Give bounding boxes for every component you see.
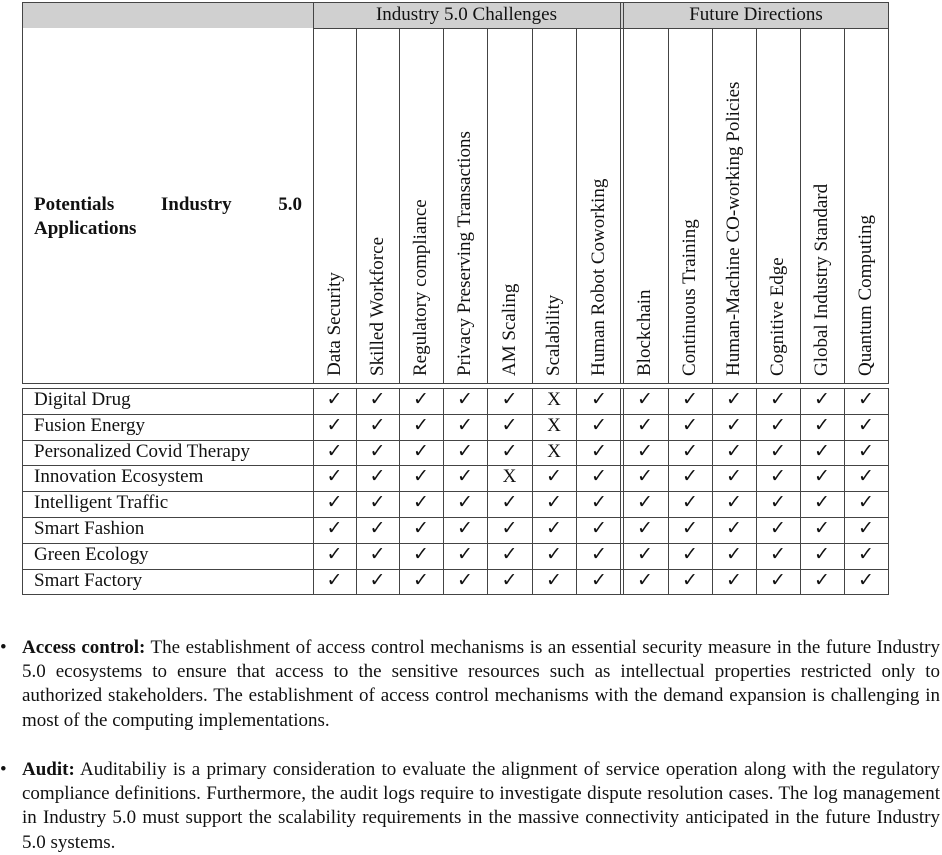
check-mark-icon: ✓: [814, 466, 830, 488]
check-mark-icon: ✓: [726, 492, 742, 514]
column-header: Data Security: [323, 272, 345, 376]
table-rule: [443, 28, 444, 384]
check-mark-icon: ✓: [858, 569, 874, 591]
row-label: Intelligent Traffic: [34, 492, 169, 514]
check-mark-icon: ✓: [369, 569, 386, 591]
check-mark-icon: ✓: [637, 466, 653, 488]
check-mark-icon: ✓: [413, 543, 429, 565]
table-rule: [532, 28, 533, 384]
check-mark-icon: ✓: [858, 492, 874, 514]
check-mark-icon: ✓: [770, 569, 786, 591]
table-rule: [620, 388, 621, 595]
table-rule: [22, 517, 888, 518]
check-mark-icon: ✓: [326, 543, 343, 565]
check-mark-icon: ✓: [682, 389, 698, 410]
check-mark-icon: ✓: [326, 389, 343, 410]
check-mark-icon: ✓: [682, 569, 698, 591]
check-mark-icon: ✓: [814, 569, 830, 591]
row-label: Smart Fashion: [34, 518, 145, 539]
check-mark-icon: ✓: [682, 518, 698, 539]
table-rule: [22, 569, 888, 570]
check-mark-icon: ✓: [546, 492, 562, 514]
check-mark-icon: ✓: [858, 440, 874, 462]
check-mark-icon: ✓: [637, 389, 653, 410]
table-rule: [313, 388, 314, 595]
check-mark-icon: ✓: [591, 569, 607, 591]
table-rule: [756, 388, 757, 595]
table-rule: [844, 388, 845, 595]
column-header: Continuous Training: [679, 219, 700, 376]
check-mark-icon: ✓: [369, 543, 386, 565]
table-rule: [22, 2, 23, 384]
table-rule: [487, 388, 488, 595]
corner-title-line: Applications: [34, 218, 137, 239]
column-header: Regulatory compliance: [410, 199, 431, 376]
corner-title: [34, 193, 302, 241]
check-mark-icon: ✓: [637, 440, 653, 462]
check-mark-icon: ✓: [814, 414, 830, 436]
check-mark-icon: ✓: [326, 466, 343, 488]
check-mark-icon: ✓: [369, 466, 386, 488]
bullet-dot: •: [0, 637, 7, 658]
check-mark-icon: ✓: [369, 414, 386, 436]
check-mark-icon: ✓: [726, 389, 742, 410]
check-mark-icon: ✓: [546, 543, 562, 565]
check-mark-icon: ✓: [501, 414, 518, 436]
check-mark-icon: ✓: [591, 492, 607, 514]
check-mark-icon: ✓: [682, 414, 698, 436]
check-mark-icon: ✓: [457, 543, 473, 565]
check-mark-icon: ✓: [637, 569, 653, 591]
check-mark-icon: ✓: [726, 466, 742, 488]
table-rule: [22, 543, 888, 544]
column-header: Human-Machine CO-working Policies: [723, 81, 744, 376]
bullet-term: Access control:: [22, 637, 146, 658]
check-mark-icon: ✓: [814, 389, 830, 410]
table-rule: [668, 28, 669, 384]
check-mark-icon: ✓: [591, 440, 607, 462]
bullet-text: Auditabiliy is a primary consideration to evaluate the alignment of service operation along with the regulatory compliance definitions. Furthermore, the audit logs require to investigate dispute resolution cases. The log management in Industry 5.0 must support the scalability requirements in the massive connectivity anticipated in the future Industry 5.0 systems.: [22, 759, 941, 853]
row-label: Smart Factory: [34, 569, 143, 591]
table-rule: [800, 28, 801, 384]
check-mark-icon: ✓: [726, 518, 742, 539]
check-mark-icon: ✓: [413, 466, 429, 488]
table-rule: [22, 440, 888, 441]
check-mark-icon: ✓: [546, 466, 562, 488]
check-mark-icon: ✓: [770, 466, 786, 488]
row-label: Innovation Ecosystem: [34, 466, 204, 488]
bullet-text: The establishment of access control mechanisms is an essential security measure in the future Industry 5.0 ecosystems to ensure that access to the sensitive resources such as intellectual properties restricted only to authorized stakeholders. The establishment of access control mechanisms with the demand expansion is challenging in most of the computing implementations.: [22, 637, 940, 731]
check-mark-icon: ✓: [637, 492, 653, 514]
check-mark-icon: ✓: [858, 518, 874, 539]
check-mark-icon: ✓: [770, 389, 786, 410]
check-mark-icon: ✓: [770, 414, 786, 436]
check-mark-icon: ✓: [457, 414, 473, 436]
table-rule: [487, 28, 488, 384]
row-label: Fusion Energy: [34, 414, 146, 436]
column-header: Scalability: [543, 294, 564, 376]
bullet-dot: •: [0, 759, 7, 780]
check-mark-icon: ✓: [369, 518, 386, 539]
check-mark-icon: ✓: [413, 492, 429, 514]
table-rule: [576, 388, 577, 595]
column-header: Blockchain: [634, 289, 655, 376]
check-mark-icon: ✓: [770, 492, 786, 514]
table-rule: [888, 388, 889, 595]
cross-mark: X: [547, 389, 561, 410]
table-rule: [399, 388, 400, 595]
bullet-term: Audit:: [22, 759, 75, 780]
column-header: Skilled Workforce: [366, 236, 388, 376]
table-rule: [443, 388, 444, 595]
check-mark-icon: ✓: [814, 492, 830, 514]
check-mark-icon: ✓: [726, 543, 742, 565]
check-mark-icon: ✓: [501, 543, 518, 565]
check-mark-icon: ✓: [591, 543, 607, 565]
table-rule: [576, 28, 577, 384]
column-header: Cognitive Edge: [767, 257, 788, 376]
cross-mark: X: [547, 414, 561, 436]
table-rule: [22, 465, 888, 466]
check-mark-icon: ✓: [457, 569, 473, 591]
column-header: Privacy Preserving Transactions: [454, 131, 475, 376]
check-mark-icon: ✓: [501, 440, 518, 462]
check-mark-icon: ✓: [501, 518, 518, 539]
bullet-audit: [0, 758, 941, 855]
check-mark-icon: ✓: [457, 440, 473, 462]
check-mark-icon: ✓: [637, 414, 653, 436]
check-mark-icon: ✓: [858, 543, 874, 565]
check-mark-icon: ✓: [814, 518, 830, 539]
check-mark-icon: ✓: [682, 466, 698, 488]
check-mark-icon: ✓: [637, 518, 653, 539]
check-mark-icon: ✓: [326, 569, 343, 591]
cross-mark: X: [502, 466, 517, 488]
check-mark-icon: ✓: [858, 414, 874, 436]
check-mark-icon: ✓: [637, 543, 653, 565]
table-rule: [399, 28, 400, 384]
table-rule: [756, 28, 757, 384]
check-mark-icon: ✓: [770, 518, 786, 539]
check-mark-icon: ✓: [369, 389, 386, 410]
table-rule: [356, 388, 357, 595]
table-rule: [22, 414, 888, 415]
check-mark-icon: ✓: [413, 518, 429, 539]
check-mark-icon: ✓: [591, 389, 607, 410]
column-header: Global Industry Standard: [811, 183, 832, 376]
table-rule: [22, 383, 888, 384]
table-rule: [532, 388, 533, 595]
table-rule: [313, 2, 314, 384]
table-rule: [22, 491, 888, 492]
check-mark-icon: ✓: [457, 492, 473, 514]
check-mark-icon: ✓: [591, 518, 607, 539]
check-mark-icon: ✓: [369, 492, 386, 514]
check-mark-icon: ✓: [726, 414, 742, 436]
table-rule: [623, 388, 624, 595]
check-mark-icon: ✓: [682, 440, 698, 462]
check-mark-icon: ✓: [726, 569, 742, 591]
bullet-access-control: [0, 636, 940, 733]
cross-mark: X: [547, 440, 561, 462]
check-mark-icon: ✓: [501, 492, 518, 514]
column-header: Quantum Computing: [855, 215, 876, 376]
row-label: Personalized Covid Therapy: [34, 440, 250, 462]
table-rule: [888, 2, 889, 384]
table-rule: [712, 28, 713, 384]
check-mark-icon: ✓: [770, 440, 786, 462]
column-header: Human Robot Coworking: [588, 178, 609, 376]
check-mark-icon: ✓: [457, 466, 473, 488]
check-mark-icon: ✓: [413, 389, 429, 410]
check-mark-icon: ✓: [413, 440, 429, 462]
table-rule: [22, 594, 888, 595]
table-rule: [22, 388, 23, 595]
group-label-future-directions: Future Directions: [689, 4, 823, 25]
check-mark-icon: ✓: [814, 543, 830, 565]
table-rule: [22, 388, 888, 389]
table-rule: [844, 28, 845, 384]
check-mark-icon: ✓: [326, 492, 343, 514]
column-header: AM Scaling: [498, 283, 520, 376]
check-mark-icon: ✓: [369, 440, 386, 462]
corner-title-line: Potentials Industry 5.0: [34, 194, 302, 215]
check-mark-icon: ✓: [546, 569, 562, 591]
row-label: Digital Drug: [34, 389, 131, 410]
check-mark-icon: ✓: [726, 440, 742, 462]
check-mark-icon: ✓: [591, 414, 607, 436]
check-mark-icon: ✓: [770, 543, 786, 565]
check-mark-icon: ✓: [501, 569, 518, 591]
check-mark-icon: ✓: [858, 466, 874, 488]
table-rule: [668, 388, 669, 595]
check-mark-icon: ✓: [326, 414, 343, 436]
check-mark-icon: ✓: [457, 389, 473, 410]
table-rule: [623, 2, 624, 384]
check-mark-icon: ✓: [457, 518, 473, 539]
check-mark-icon: ✓: [326, 518, 343, 539]
check-mark-icon: ✓: [591, 466, 607, 488]
group-label-challenges: Industry 5.0 Challenges: [375, 4, 557, 25]
check-mark-icon: ✓: [501, 389, 518, 410]
table-rule: [620, 2, 621, 384]
table-rule: [356, 28, 357, 384]
check-mark-icon: ✓: [858, 389, 874, 410]
check-mark-icon: ✓: [413, 414, 429, 436]
check-mark-icon: ✓: [326, 440, 343, 462]
check-mark-icon: ✓: [413, 569, 429, 591]
table-rule: [800, 388, 801, 595]
check-mark-icon: ✓: [814, 440, 830, 462]
table-rule: [22, 2, 888, 3]
row-label: Green Ecology: [34, 543, 149, 565]
check-mark-icon: ✓: [682, 543, 698, 565]
check-mark-icon: ✓: [682, 492, 698, 514]
check-mark-icon: ✓: [546, 518, 562, 539]
table-rule: [712, 388, 713, 595]
